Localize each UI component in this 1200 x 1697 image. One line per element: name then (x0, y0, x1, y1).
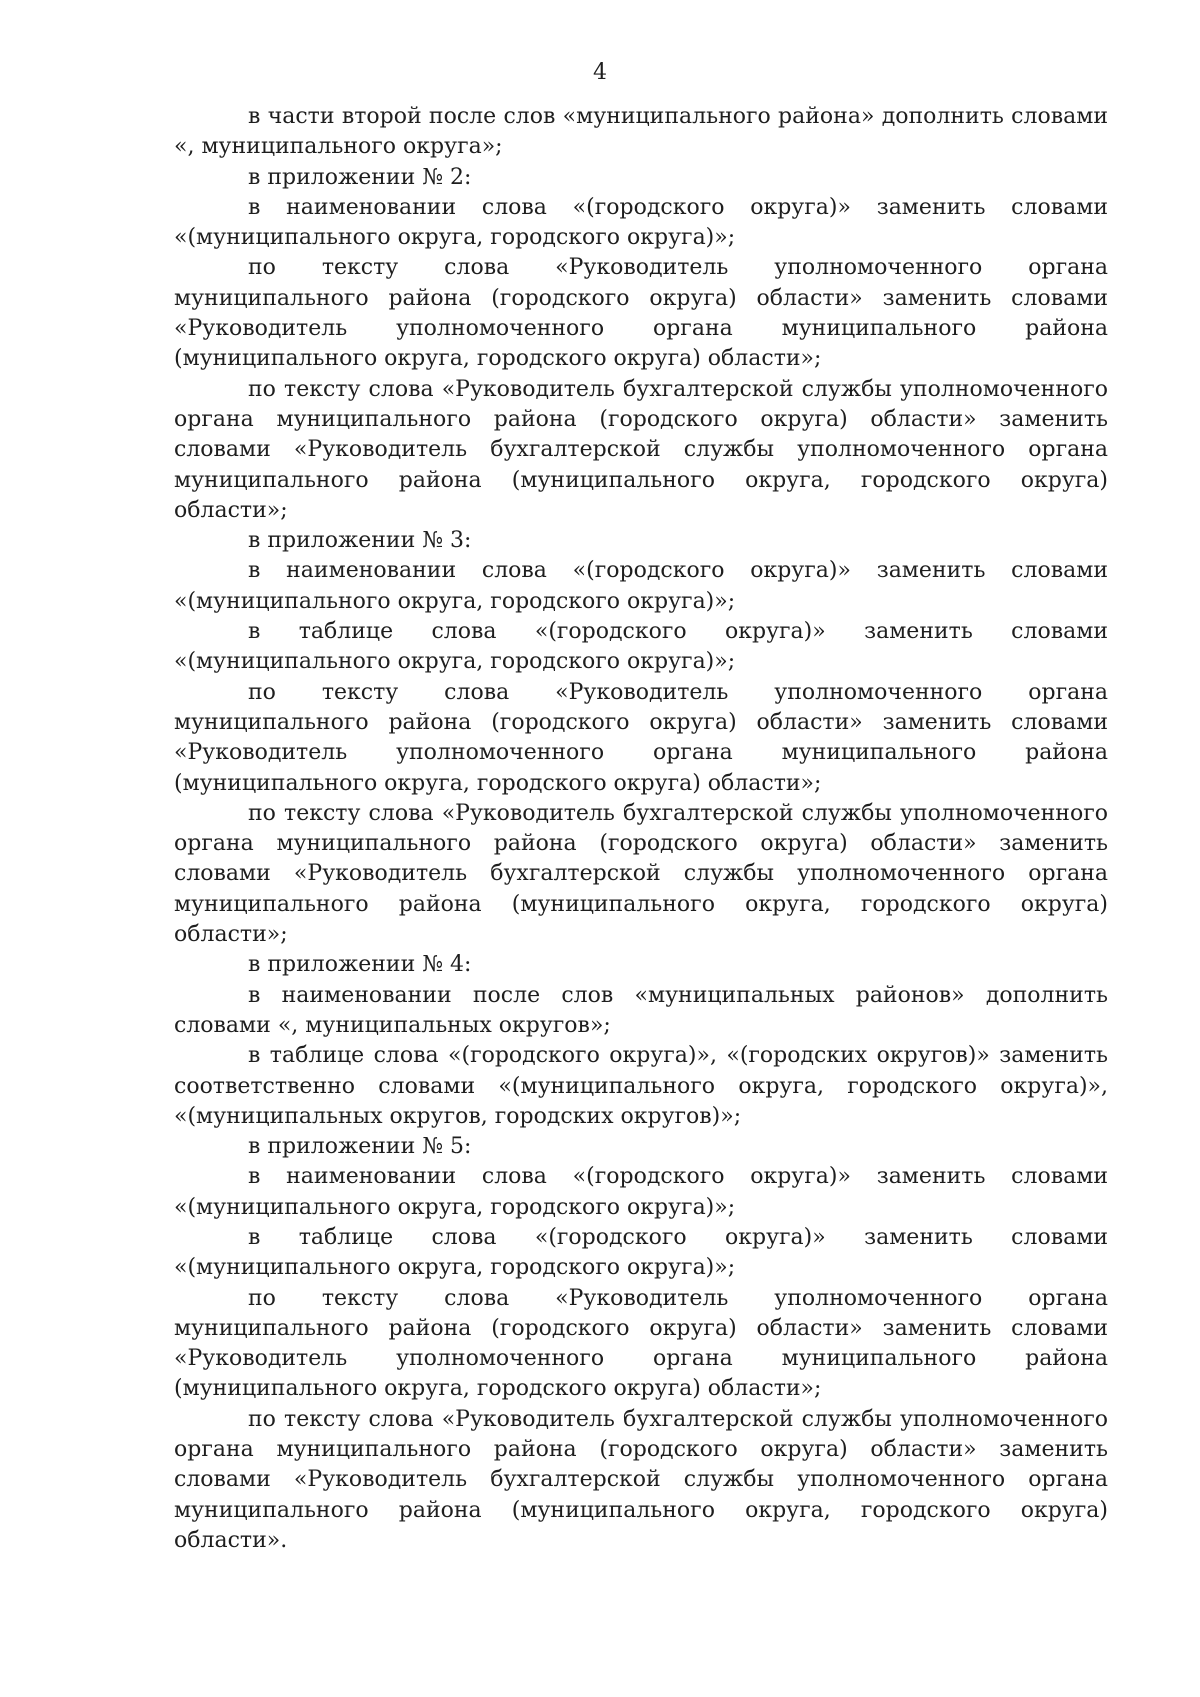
appendix-heading: в приложении № 3: (248, 528, 472, 554)
paragraph: в таблице слова «(городского округа)» заменить словами «(муниципального округа, городского округа)»; (174, 1224, 1108, 1281)
paragraph: в наименовании слова «(городского округа)» заменить словами «(муниципального округа, городского округа)»; (174, 558, 1108, 614)
paragraph: в таблице слова «(городского округа)» заменить словами «(муниципального округа, городского округа)»; (174, 619, 1108, 675)
paragraph: в наименовании слова «(городского округа)» заменить словами «(муниципального округа, городского округа)»; (174, 194, 1108, 251)
paragraph: по тексту слова «Руководитель уполномоченного органа муниципального района (городского округа) области» заменить словами «Руководитель уполномоченного органа муниципального района (муниципального округа, городского округа) области»; (174, 255, 1108, 372)
paragraph: в таблице слова «(городского округа)», «(городских округов)» заменить соответственно словами «(муниципального округа, городского округа)», «(муниципальных округов, городских округов)»; (174, 1043, 1108, 1129)
paragraph: в наименовании после слов «муниципальных районов» дополнить словами «, муниципальных округов»; (174, 982, 1108, 1038)
appendix-heading: в приложении № 2: (248, 164, 472, 190)
paragraph: по тексту слова «Руководитель бухгалтерской службы уполномоченного органа муниципального района (городского округа) области» заменить словами «Руководитель бухгалтерской службы уполномоченного органа муниципального района (муниципального округа, городского округа) области»; (174, 800, 1108, 948)
paragraph: в наименовании слова «(городского округа)» заменить словами «(муниципального округа, городского округа)»; (174, 1164, 1108, 1220)
page-number: 4 (593, 60, 607, 85)
paragraph: по тексту слова «Руководитель уполномоченного органа муниципального района (городского округа) области» заменить словами «Руководитель уполномоченного органа муниципального района (муниципального округа, городского округа) области»; (174, 1285, 1108, 1402)
document-body (174, 102, 1108, 1556)
appendix-heading: в приложении № 4: (248, 952, 472, 978)
appendix-heading: в приложении № 5: (248, 1134, 472, 1160)
paragraph: по тексту слова «Руководитель бухгалтерской службы уполномоченного органа муниципального района (городского округа) области» заменить словами «Руководитель бухгалтерской службы уполномоченного органа муниципального района (муниципального округа, городского округа) области»; (174, 376, 1108, 523)
paragraph: по тексту слова «Руководитель бухгалтерской службы уполномоченного органа муниципального района (городского округа) области» заменить словами «Руководитель бухгалтерской службы уполномоченного органа муниципального района (муниципального округа, городского округа) области». (174, 1406, 1108, 1553)
paragraph: в части второй после слов «муниципального района» дополнить словами «, муниципального округа»; (174, 104, 1108, 160)
paragraph: по тексту слова «Руководитель уполномоченного органа муниципального района (городского округа) области» заменить словами «Руководитель уполномоченного органа муниципального района (муниципального округа, городского округа) области»; (174, 679, 1108, 796)
